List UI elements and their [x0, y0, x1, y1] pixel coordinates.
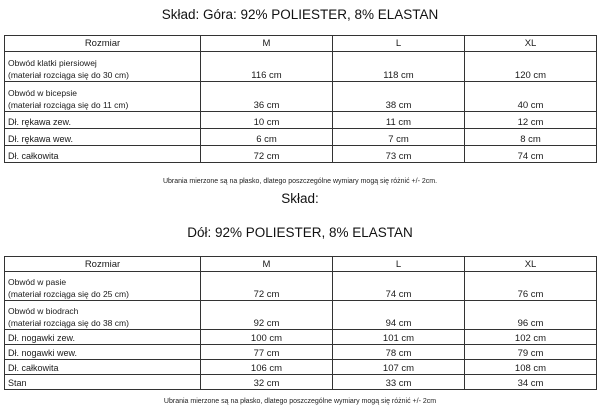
stretch-note: (materiał rozciąga się do 11 cm) — [8, 100, 129, 110]
measurement-value-m: 72 cm — [201, 146, 333, 163]
measurement-value-xl: 8 cm — [465, 129, 597, 146]
measurement-value-xl: 79 cm — [465, 345, 597, 360]
measurement-value-xl: 76 cm — [465, 272, 597, 301]
top-size-table — [4, 35, 597, 163]
table-header-row — [5, 257, 597, 272]
measurement-value-l: 38 cm — [333, 82, 465, 112]
measurement-name: Dł. całkowita — [8, 363, 59, 373]
measurement-name: Dł. rękawa wew. — [8, 134, 74, 144]
measurement-value-l: 74 cm — [333, 272, 465, 301]
column-header-m: M — [201, 257, 333, 272]
bottom-heading-material: Dół: 92% POLIESTER, 8% ELASTAN — [187, 225, 413, 240]
column-header-xl: XL — [465, 257, 597, 272]
bottom-heading-composition: Skład: — [281, 191, 319, 206]
measurement-value-xl: 40 cm — [465, 82, 597, 112]
measurement-label — [5, 375, 201, 390]
table-row — [5, 82, 597, 112]
measurement-value-xl: 108 cm — [465, 360, 597, 375]
measurement-name: Dł. rękawa zew. — [8, 117, 72, 127]
measurement-value-m: 77 cm — [201, 345, 333, 360]
bottom-measurement-note: Ubrania mierzone są na płasko, dlatego poszczególne wymiary mogą się różnić +/- 2cm — [163, 398, 437, 405]
top-heading: Skład: Góra: 92% POLIESTER, 8% ELASTAN — [161, 7, 439, 22]
measurement-value-xl: 96 cm — [465, 301, 597, 330]
measurement-value-m: 6 cm — [201, 129, 333, 146]
stretch-note: (materiał rozciąga się do 25 cm) — [8, 289, 129, 299]
measurement-value-xl: 102 cm — [465, 330, 597, 345]
measurement-label — [5, 112, 201, 129]
measurement-value-m: 32 cm — [201, 375, 333, 390]
column-header-l: L — [333, 257, 465, 272]
measurement-label — [5, 301, 201, 330]
measurement-label — [5, 345, 201, 360]
measurement-name: Stan — [8, 378, 27, 388]
measurement-value-xl: 12 cm — [465, 112, 597, 129]
measurement-name: Obwód w biodrach — [8, 306, 79, 316]
table-row — [5, 129, 597, 146]
measurement-label — [5, 360, 201, 375]
measurement-value-l: 118 cm — [333, 52, 465, 82]
table-row — [5, 375, 597, 390]
measurement-name: Dł. całkowita — [8, 151, 59, 161]
measurement-value-m: 116 cm — [201, 52, 333, 82]
column-header-m: M — [201, 36, 333, 52]
stretch-note: (materiał rozciąga się do 30 cm) — [8, 70, 129, 80]
measurement-name: Dł. nogawki wew. — [8, 348, 78, 358]
table-row — [5, 301, 597, 330]
measurement-value-m: 106 cm — [201, 360, 333, 375]
measurement-label — [5, 330, 201, 345]
table-row — [5, 112, 597, 129]
measurement-value-m: 36 cm — [201, 82, 333, 112]
measurement-value-l: 78 cm — [333, 345, 465, 360]
measurement-name: Obwód klatki piersiowej — [8, 58, 97, 68]
top-measurement-note: Ubrania mierzone są na płasko, dlatego poszczególne wymiary mogą się różnić +/- 2cm. — [162, 178, 438, 185]
column-header-l: L — [333, 36, 465, 52]
measurement-value-l: 94 cm — [333, 301, 465, 330]
table-header-row — [5, 36, 597, 52]
measurement-value-xl: 74 cm — [465, 146, 597, 163]
table-row — [5, 360, 597, 375]
measurement-label — [5, 52, 201, 82]
column-header-size: Rozmiar — [5, 257, 201, 272]
measurement-value-m: 72 cm — [201, 272, 333, 301]
measurement-name: Obwód w bicepsie — [8, 88, 77, 98]
table-row — [5, 272, 597, 301]
measurement-value-l: 11 cm — [333, 112, 465, 129]
measurement-value-xl: 120 cm — [465, 52, 597, 82]
table-row — [5, 345, 597, 360]
measurement-label — [5, 272, 201, 301]
measurement-value-l: 73 cm — [333, 146, 465, 163]
measurement-value-m: 10 cm — [201, 112, 333, 129]
measurement-value-l: 33 cm — [333, 375, 465, 390]
table-row — [5, 52, 597, 82]
measurement-value-m: 92 cm — [201, 301, 333, 330]
measurement-value-l: 101 cm — [333, 330, 465, 345]
measurement-value-l: 107 cm — [333, 360, 465, 375]
measurement-name: Dł. nogawki zew. — [8, 333, 76, 343]
table-row — [5, 330, 597, 345]
measurement-label — [5, 82, 201, 112]
column-header-xl: XL — [465, 36, 597, 52]
measurement-value-xl: 34 cm — [465, 375, 597, 390]
measurement-name: Obwód w pasie — [8, 277, 67, 287]
measurement-label — [5, 129, 201, 146]
bottom-size-table — [4, 256, 597, 390]
measurement-value-m: 100 cm — [201, 330, 333, 345]
table-row — [5, 146, 597, 163]
measurement-value-l: 7 cm — [333, 129, 465, 146]
measurement-label — [5, 146, 201, 163]
stretch-note: (materiał rozciąga się do 38 cm) — [8, 318, 129, 328]
column-header-size: Rozmiar — [5, 36, 201, 52]
